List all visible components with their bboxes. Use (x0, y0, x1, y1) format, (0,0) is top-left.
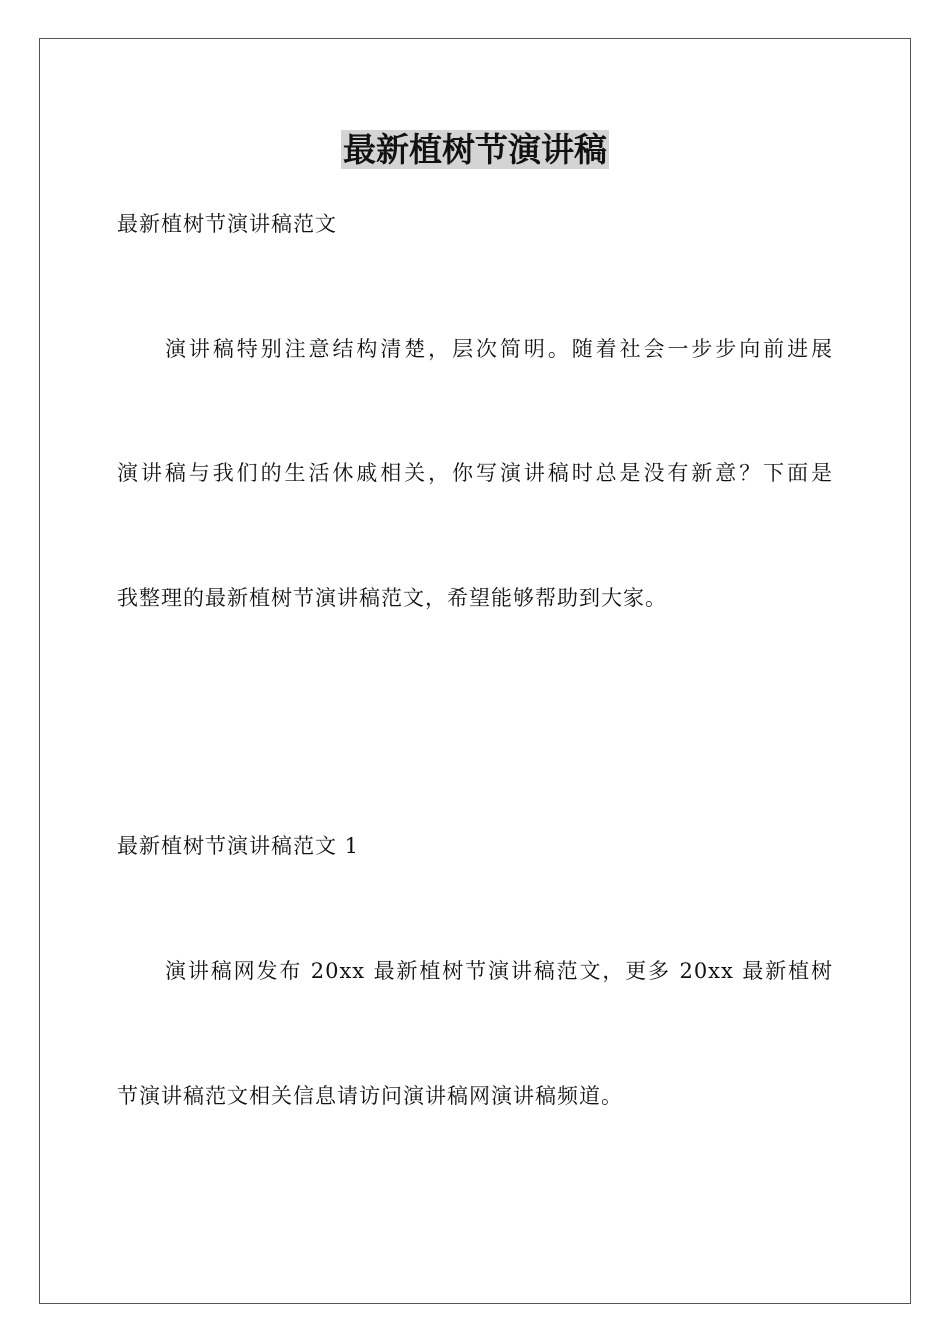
section-line-2: 节演讲稿范文相关信息请访问演讲稿网演讲稿频道。 (117, 1084, 623, 1108)
document-subtitle: 最新植树节演讲稿范文 (117, 212, 337, 236)
document-title (0, 128, 950, 172)
section-heading: 最新植树节演讲稿范文 1 (117, 834, 360, 858)
intro-line-3: 我整理的最新植树节演讲稿范文，希望能够帮助到大家。 (117, 586, 667, 610)
section-line-1: 演讲稿网发布 20xx 最新植树节演讲稿范文，更多 20xx 最新植树 (165, 959, 833, 983)
intro-line-1: 演讲稿特别注意结构清楚，层次简明。随着社会一步步向前进展 (165, 337, 833, 361)
intro-line-2: 演讲稿与我们的生活休戚相关，你写演讲稿时总是没有新意？下面是 (117, 461, 833, 485)
document-title-text: 最新植树节演讲稿 (343, 130, 607, 169)
